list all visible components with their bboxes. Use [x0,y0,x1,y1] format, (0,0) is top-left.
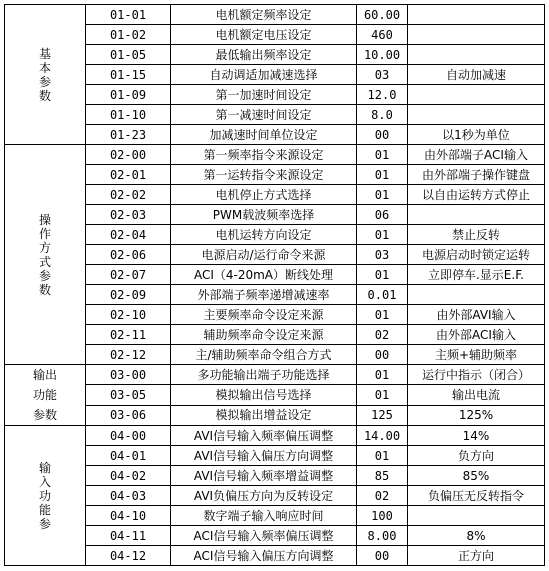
parameter-code: 02-07 [86,265,171,285]
group-title-line: 数 [38,282,51,297]
parameter-value: 01 [357,385,408,405]
parameter-note [408,205,545,225]
parameter-name: ACI（4-20mA）断线处理 [171,265,357,285]
parameter-note [408,105,545,125]
table-row [5,405,545,425]
group-title [5,145,86,365]
parameter-name: AVI信号输入偏压方向调整 [171,446,357,466]
parameter-value: 01 [357,225,408,245]
parameter-value: 00 [357,546,408,566]
group-title-line: 输 [38,460,51,475]
parameter-code: 04-01 [86,446,171,466]
group-title-line: 操 [38,212,51,227]
parameter-note: 由外部端子操作键盘 [408,165,545,185]
parameter-code: 03-06 [86,405,171,425]
table-row [5,65,545,85]
table-row [5,365,545,385]
parameter-value: 10.00 [357,45,408,65]
parameter-note: 正方向 [408,546,545,566]
table-row [5,305,545,325]
parameter-table-body [5,5,545,566]
parameter-value: 01 [357,165,408,185]
parameter-code: 02-01 [86,165,171,185]
parameter-value: 00 [357,125,408,145]
parameter-note: 负方向 [408,446,545,466]
parameter-note [408,85,545,105]
table-row [5,466,545,486]
parameter-value: 12.0 [357,85,408,105]
table-row [5,185,545,205]
parameter-code: 01-05 [86,45,171,65]
table-row [5,5,545,25]
table-row [5,145,545,165]
parameter-note: 由外部AVI输入 [408,305,545,325]
parameter-note [408,25,545,45]
parameter-code: 04-12 [86,546,171,566]
group-title-line: 参 [38,74,51,89]
parameter-value: 8.00 [357,526,408,546]
table-row [5,45,545,65]
parameter-code: 04-03 [86,486,171,506]
parameter-name: 第一运转指令来源设定 [171,165,357,185]
parameter-name: ACI信号输入频率偏压调整 [171,526,357,546]
group-title-line: 参 [38,268,51,283]
table-row [5,325,545,345]
parameter-value: 01 [357,145,408,165]
parameter-code: 01-02 [86,25,171,45]
parameter-note: 禁止反转 [408,225,545,245]
parameter-note: 125% [408,405,545,425]
parameter-code: 01-09 [86,85,171,105]
parameter-value: 02 [357,486,408,506]
parameter-name: 辅助频率命令设定来源 [171,325,357,345]
table-row [5,85,545,105]
parameter-value: 85 [357,466,408,486]
parameter-value: 01 [357,365,408,385]
parameter-code: 01-15 [86,65,171,85]
parameter-value: 01 [357,305,408,325]
table-row [5,245,545,265]
parameter-code: 02-06 [86,245,171,265]
parameter-code: 04-02 [86,466,171,486]
parameter-name: 第一频率指令来源设定 [171,145,357,165]
group-title [5,365,86,426]
table-row [5,265,545,285]
parameter-note [408,506,545,526]
parameter-code: 03-05 [86,385,171,405]
parameter-value: 01 [357,446,408,466]
parameter-code: 02-11 [86,325,171,345]
parameter-value: 14.00 [357,426,408,446]
parameter-note: 电源启动时锁定运转 [408,245,545,265]
parameter-name: 电机运转方向设定 [171,225,357,245]
parameter-note [408,45,545,65]
parameter-value: 100 [357,506,408,526]
parameter-name: 模拟输出信号选择 [171,385,357,405]
parameter-name: 第一加速时间设定 [171,85,357,105]
table-row [5,486,545,506]
group-title-line: 能 [38,502,51,517]
parameter-name: 主/辅助频率命令组合方式 [171,345,357,365]
table-row [5,285,545,305]
table-row [5,165,545,185]
parameter-name: 数字端子输入响应时间 [171,506,357,526]
parameter-name: 主要频率命令设定来源 [171,305,357,325]
group-title-line: 方 [38,240,51,255]
table-row [5,205,545,225]
parameter-note: 8% [408,526,545,546]
parameter-value: 8.0 [357,105,408,125]
group-title-line: 参 [38,516,51,531]
parameter-note: 14% [408,426,545,446]
parameter-code: 02-00 [86,145,171,165]
table-row [5,225,545,245]
group-title-line: 功能 [32,388,57,402]
parameter-code: 04-00 [86,426,171,446]
parameter-name: 最低输出频率设定 [171,45,357,65]
table-row [5,105,545,125]
parameter-code: 01-23 [86,125,171,145]
parameter-name: 自动调适加减速选择 [171,65,357,85]
parameter-name: 多功能输出端子功能选择 [171,365,357,385]
parameter-name: PWM载波频率选择 [171,205,357,225]
parameter-note: 输出电流 [408,385,545,405]
parameter-code: 02-02 [86,185,171,205]
parameter-table [4,4,545,566]
table-row [5,446,545,466]
parameter-note: 以自由运转方式停止 [408,185,545,205]
parameter-name: ACI信号输入偏压方向调整 [171,546,357,566]
parameter-code: 01-10 [86,105,171,125]
parameter-name: 电源启动/运行命令来源 [171,245,357,265]
parameter-name: AVI信号输入频率增益调整 [171,466,357,486]
group-title-line: 功 [38,488,51,503]
parameter-name: 模拟输出增益设定 [171,405,357,425]
group-title [5,5,86,145]
parameter-value: 460 [357,25,408,45]
parameter-note [408,285,545,305]
parameter-code: 04-10 [86,506,171,526]
parameter-name: AVI信号输入频率偏压调整 [171,426,357,446]
group-title-line: 基 [38,46,51,61]
parameter-name: 电机额定电压设定 [171,25,357,45]
parameter-code: 02-09 [86,285,171,305]
table-row [5,546,545,566]
parameter-note: 由外部端子ACI输入 [408,145,545,165]
parameter-value: 01 [357,185,408,205]
group-title-line: 作 [38,226,51,241]
parameter-name: AVI负偏压方向为反转设定 [171,486,357,506]
parameter-code: 02-03 [86,205,171,225]
parameter-value: 0.01 [357,285,408,305]
group-title-line: 输出 [32,368,57,382]
table-row [5,506,545,526]
group-title-line: 本 [38,60,51,75]
table-row [5,345,545,365]
table-row [5,426,545,446]
group-title-line: 数 [38,88,51,103]
group-title-line: 式 [38,254,51,269]
parameter-note [408,5,545,25]
group-title-line: 入 [38,474,51,489]
parameter-value: 03 [357,65,408,85]
table-row [5,25,545,45]
parameter-code: 02-12 [86,345,171,365]
parameter-note: 以1秒为单位 [408,125,545,145]
parameter-value: 06 [357,205,408,225]
parameter-name: 加减速时间单位设定 [171,125,357,145]
parameter-name: 电机停止方式选择 [171,185,357,205]
table-row [5,385,545,405]
parameter-note: 立即停车.显示E.F. [408,265,545,285]
parameter-value: 02 [357,325,408,345]
parameter-value: 60.00 [357,5,408,25]
parameter-code: 03-00 [86,365,171,385]
parameter-code: 02-04 [86,225,171,245]
parameter-value: 125 [357,405,408,425]
parameter-code: 01-01 [86,5,171,25]
parameter-note: 负偏压无反转指令 [408,486,545,506]
parameter-code: 04-11 [86,526,171,546]
parameter-name: 第一减速时间设定 [171,105,357,125]
parameter-note: 主频+辅助频率 [408,345,545,365]
parameter-note: 自动加减速 [408,65,545,85]
parameter-value: 00 [357,345,408,365]
parameter-name: 外部端子频率递增减速率 [171,285,357,305]
parameter-value: 03 [357,245,408,265]
parameter-code: 02-10 [86,305,171,325]
parameter-value: 01 [357,265,408,285]
parameter-name: 电机额定频率设定 [171,5,357,25]
table-row [5,526,545,546]
parameter-note: 运行中指示（闭合） [408,365,545,385]
parameter-note: 由外部ACI输入 [408,325,545,345]
group-title-line: 参数 [32,408,57,422]
group-title [5,426,86,566]
parameter-note: 85% [408,466,545,486]
table-row [5,125,545,145]
